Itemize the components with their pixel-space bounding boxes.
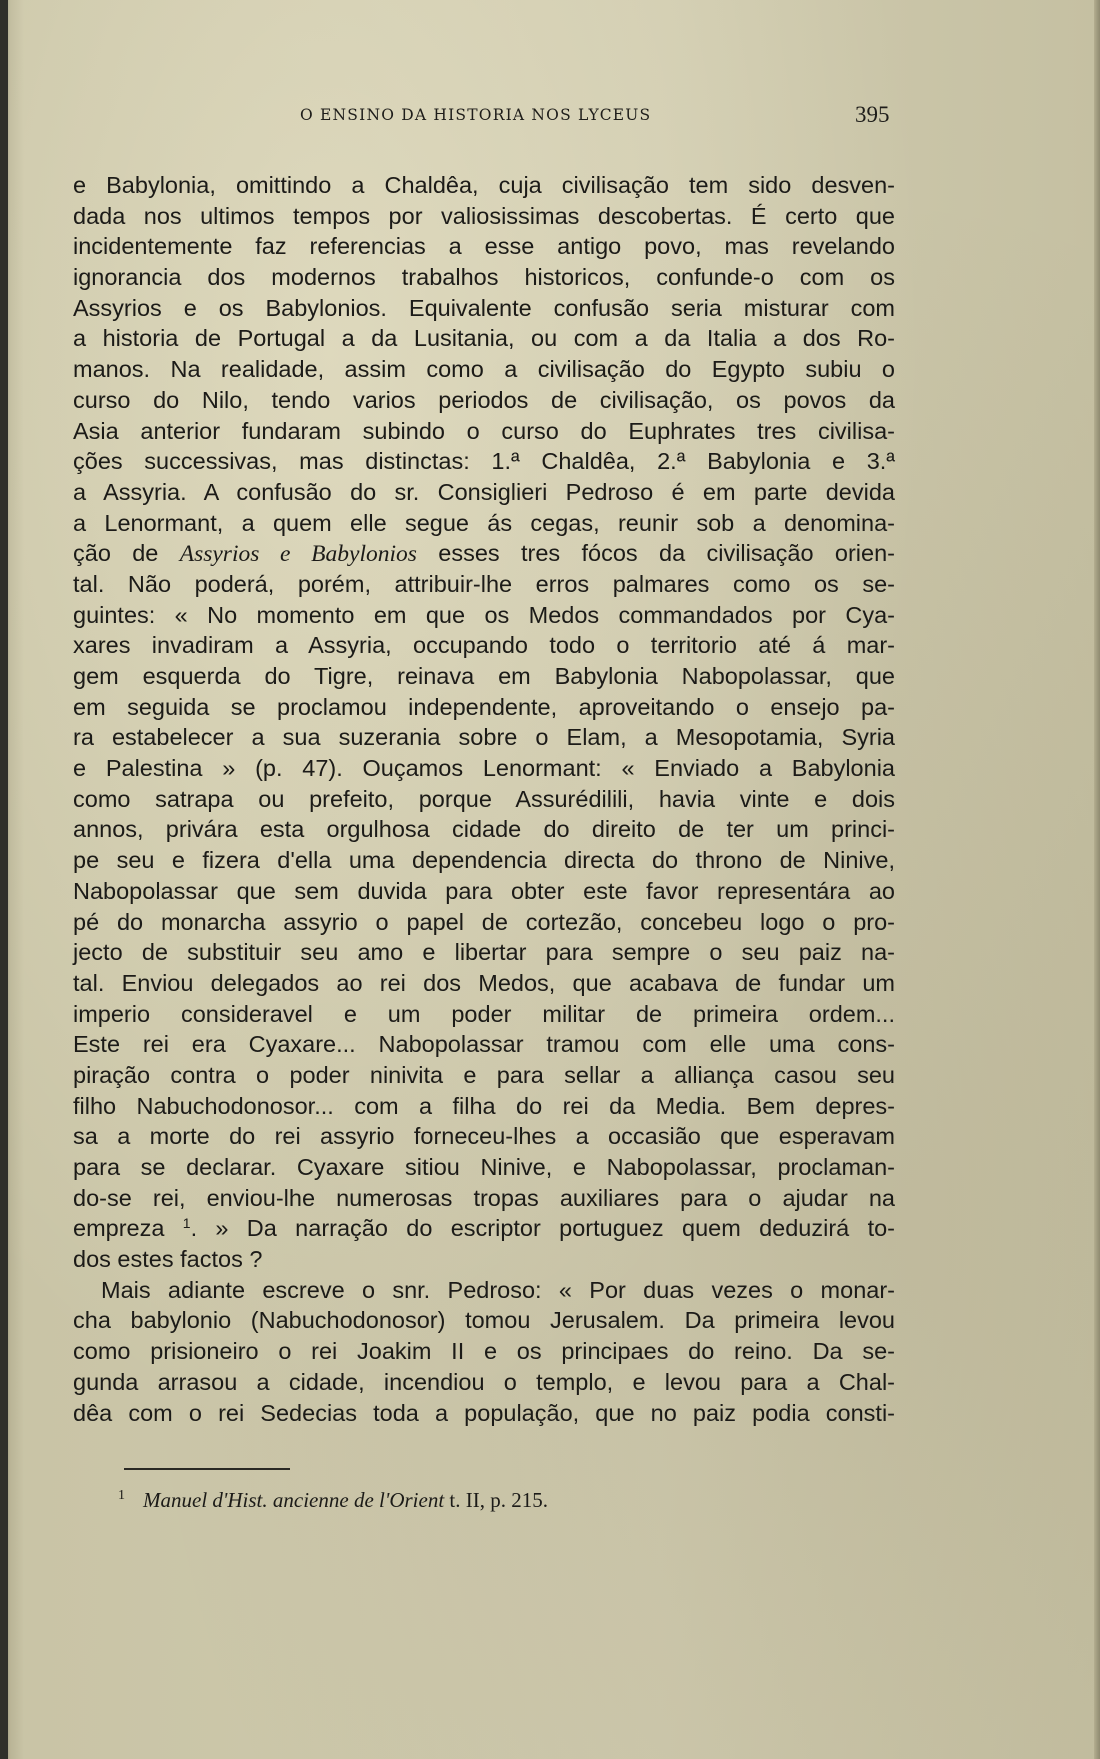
footnote-number: 1 <box>118 1488 125 1503</box>
text-line: e Babylonia, omittindo a Chaldêa, cuja civilisação tem sido desven- <box>73 172 895 198</box>
page-number: 395 <box>855 102 890 127</box>
text-line: curso do Nilo, tendo varios periodos de civilisação, os povos da <box>73 386 895 413</box>
text-line: dada nos ultimos tempos por valiosissimas descobertas. É certo que <box>73 202 895 229</box>
text-fragment: ção de <box>73 540 180 567</box>
text-line: ra estabelecer a sua suzerania sobre o Elam, a Mesopotamia, Syria <box>73 724 895 751</box>
text-line: annos, privára esta orgulhosa cidade do direito de ter um princi- <box>73 816 895 843</box>
text-line: Este rei era Cyaxare... Nabopolassar tramou com elle uma cons- <box>73 1031 895 1058</box>
page-edge <box>1094 0 1100 1759</box>
footnote-title: Manuel d'Hist. ancienne de l'Orient <box>143 1488 445 1512</box>
text-line: tal. Não poderá, porém, attribuir-lhe erros palmares como os se- <box>73 570 895 597</box>
book-spine-shadow <box>0 0 8 1759</box>
text-line: a Assyria. A confusão do sr. Consiglieri Pedroso é em parte devida <box>73 478 895 505</box>
text-line: ções successivas, mas distinctas: 1.ª Chaldêa, 2.ª Babylonia e 3.ª <box>73 448 895 475</box>
text-line: a historia de Portugal a da Lusitania, ou com a da Italia a dos Ro- <box>73 325 895 352</box>
text-fragment: esses tres fócos da civilisação orien- <box>416 540 895 567</box>
text-line: Nabopolassar que sem duvida para obter este favor representára ao <box>73 877 895 904</box>
text-line: dêa com o rei Sedecias toda a população, que no paiz podia consti- <box>73 1399 895 1426</box>
text-line: filho Nabuchodonosor... com a filha do rei da Media. Bem depres- <box>73 1092 895 1119</box>
text-line: para se declarar. Cyaxare sitiou Ninive, e Nabopolassar, proclaman- <box>73 1154 895 1180</box>
italic-title: Assyrios e Babylonios <box>179 541 417 568</box>
text-line: do-se rei, enviou-lhe numerosas tropas auxiliares para o ajudar na <box>73 1184 895 1211</box>
text-line: sa a morte do rei assyrio forneceu-lhes a occasião que esperavam <box>73 1123 895 1150</box>
text-line: imperio consideravel e um poder militar de primeira ordem... <box>73 1000 895 1027</box>
text-line: Assyrios e os Babylonios. Equivalente confusão seria misturar com <box>73 294 895 321</box>
text-line: tal. Enviou delegados ao rei dos Medos, que acabava de fundar um <box>73 969 895 996</box>
paragraph-first-line: Mais adiante escreve o snr. Pedroso: « Por duas vezes o monar- <box>101 1276 895 1303</box>
footnote-citation: t. II, p. 215. <box>444 1488 548 1512</box>
text-line: gunda arrasou a cidade, incendiou o templo, e levou para a Chal- <box>73 1368 895 1395</box>
text-line <box>73 538 895 569</box>
body-text <box>73 170 895 1428</box>
footnote-rule <box>124 1468 290 1470</box>
text-line: pe seu e fizera d'ella uma dependencia directa do throno de Ninive, <box>73 847 895 874</box>
text-line: como satrapa ou prefeito, porque Assurédilili, havia vinte e dois <box>73 785 895 812</box>
text-line: ignorancia dos modernos trabalhos historicos, confunde-o com os <box>73 264 895 291</box>
text-line: incidentemente faz referencias a esse antigo povo, mas revelando <box>73 233 895 260</box>
text-line: em seguida se proclamou independente, aproveitando o ensejo pa- <box>73 693 895 720</box>
text-line: dos estes factos ? <box>73 1246 263 1273</box>
footnote-reference: 1 <box>182 1215 191 1232</box>
text-line: Asia anterior fundaram subindo o curso do Euphrates tres civilisa- <box>73 417 895 444</box>
text-fragment: empreza <box>73 1215 183 1242</box>
text-line: cha babylonio (Nabuchodonosor) tomou Jerusalem. Da primeira levou <box>73 1307 895 1334</box>
text-line: como prisioneiro o rei Joakim II e os principaes do reino. Da se- <box>73 1338 895 1365</box>
text-line <box>73 1213 895 1244</box>
footnote <box>118 1488 548 1513</box>
text-line: e Palestina » (p. 47). Ouçamos Lenormant: « Enviado a Babylonia <box>73 755 895 782</box>
text-line: piração contra o poder ninivita e para sellar a alliança casou seu <box>73 1061 895 1088</box>
text-line: xares invadiram a Assyria, occupando todo o territorio até á mar- <box>73 632 895 659</box>
text-line: gem esquerda do Tigre, reinava em Babylonia Nabopolassar, que <box>73 663 895 689</box>
text-fragment: . » Da narração do escriptor portuguez quem deduzirá to- <box>190 1215 895 1242</box>
text-line: manos. Na realidade, assim como a civilisação do Egypto subiu o <box>73 356 895 383</box>
text-line: guintes: « No momento em que os Medos commandados por Cya- <box>73 601 895 628</box>
text-line: jecto de substituir seu amo e libertar para sempre o seu paiz na- <box>73 939 895 966</box>
running-head-title: O ENSINO DA HISTORIA NOS LYCEUS <box>300 106 652 124</box>
text-line: pé do monarcha assyrio o papel de cortezão, concebeu logo o pro- <box>73 908 895 935</box>
text-line: a Lenormant, a quem elle segue ás cegas, reunir sob a denomina- <box>73 509 895 536</box>
